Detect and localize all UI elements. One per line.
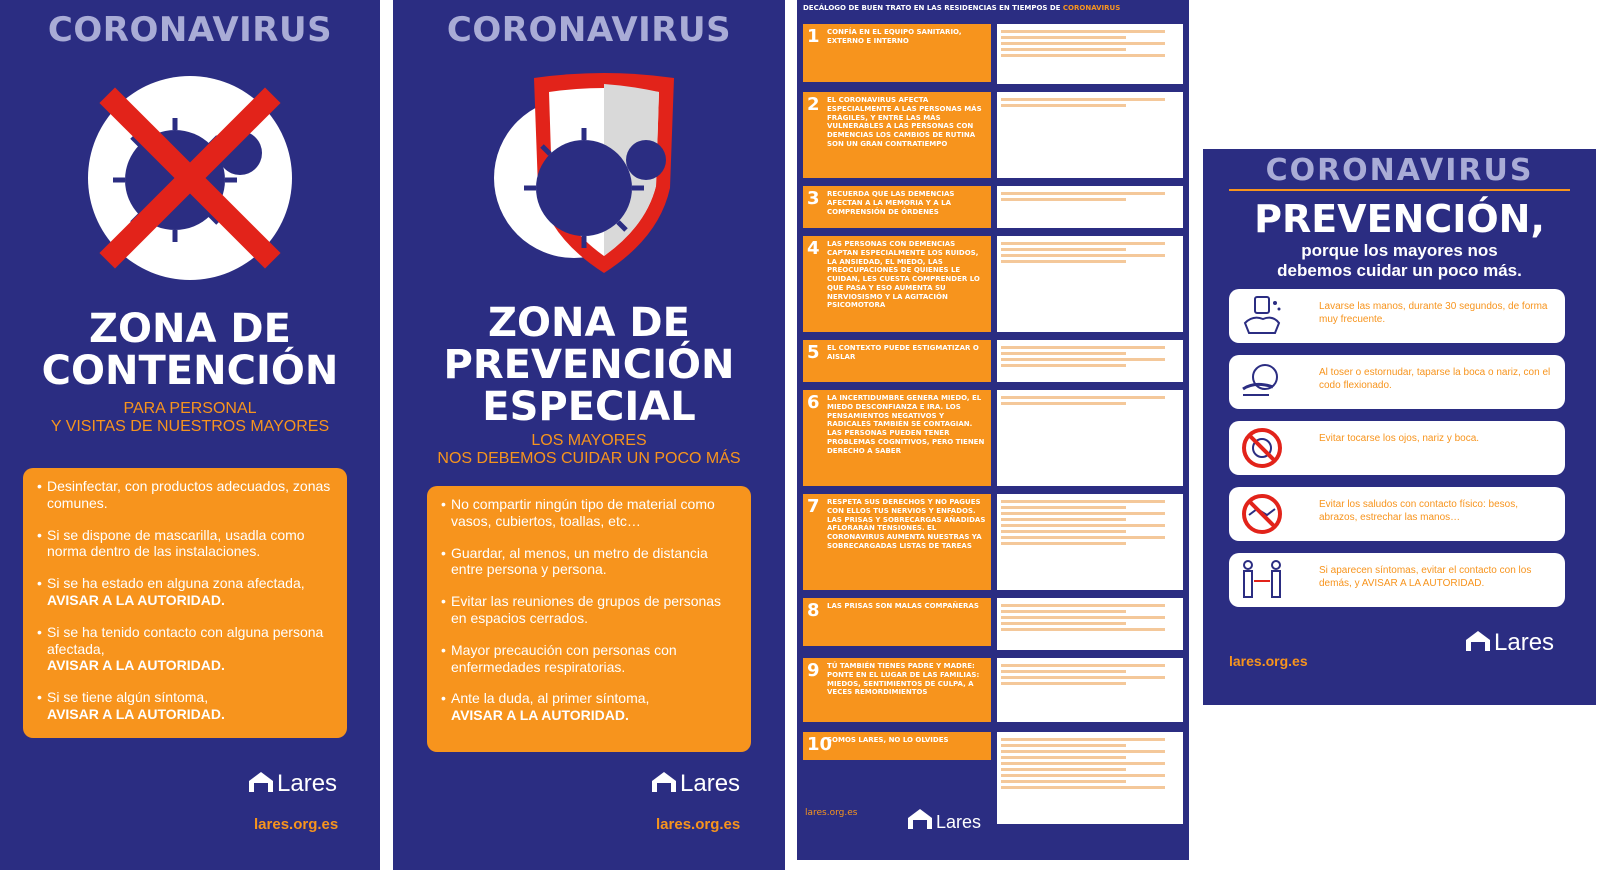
poster-main-title: PREVENCIÓN, bbox=[1254, 197, 1545, 241]
decalogue-detail bbox=[997, 340, 1183, 382]
poster-brand-heading: CORONAVIRUS bbox=[446, 10, 732, 50]
decalogue-row bbox=[803, 390, 1183, 486]
website-link[interactable]: lares.org.es bbox=[656, 816, 741, 833]
decalogue-row bbox=[803, 598, 1183, 650]
lares-logo: Lares bbox=[651, 770, 740, 798]
poster-zona-contencion bbox=[0, 0, 380, 870]
decalogue-row bbox=[803, 92, 1183, 178]
house-icon bbox=[248, 771, 274, 793]
decalogue-rule: 2 EL CORONAVIRUS AFECTA ESPECIALMENTE A LAS PERSONAS MÁS FRÁGILES, Y ENTRE LAS MÁS VULNERABLES A LAS PERSONAS CON DEMENCIAS LOS CAMBIOS DE RUTINA SON UN GRAN CONTRATIEMPO bbox=[803, 92, 991, 178]
lares-logo: Lares bbox=[248, 770, 337, 798]
decalogue-rule: 5 EL CONTEXTO PUEDE ESTIGMATIZAR O AISLAR bbox=[803, 340, 991, 382]
decalogue-row bbox=[803, 340, 1183, 382]
decalogue-row bbox=[803, 658, 1183, 722]
decalogue-row bbox=[803, 186, 1183, 228]
guideline-item: • Si se tiene algún síntoma, AVISAR A LA AUTORIDAD. bbox=[37, 689, 333, 723]
prevention-text: Si aparecen síntomas, evitar el contacto con los demás, y AVISAR A LA AUTORIDAD. bbox=[1319, 565, 1532, 589]
poster-prevencion bbox=[1203, 149, 1596, 705]
guideline-item: • Desinfectar, con productos adecuados, zonas comunes. bbox=[37, 478, 333, 512]
decalogue-detail bbox=[997, 186, 1183, 228]
decalogue-rule: 4 LAS PERSONAS CON DEMENCIAS CAPTAN ESPECIALMENTE LOS RUIDOS, LA ANSIEDAD, EL MIEDO, LAS PREOCUPACIONES DE QUIENES LE CUIDAN, LES CUESTA COMPRENDER LO QUE PASA Y ESO AUMENTA SU NERVIOSISMO Y LA AGITACIÓN PSICOMOTORA bbox=[803, 236, 991, 332]
guideline-item: • Ante la duda, al primer síntoma, AVISAR A LA AUTORIDAD. bbox=[441, 690, 737, 724]
decalogue-detail bbox=[997, 732, 1183, 824]
poster-subtitle bbox=[0, 400, 380, 437]
no-handshake-icon bbox=[1239, 491, 1285, 537]
subtitle-line: LOS MAYORES bbox=[531, 432, 647, 449]
decalogue-detail bbox=[997, 24, 1183, 84]
decalogue-row bbox=[803, 732, 1183, 760]
poster-decalogo bbox=[797, 0, 1189, 860]
no-touch-face-icon bbox=[1239, 425, 1285, 471]
guidelines-box bbox=[23, 468, 347, 738]
poster-brand-heading: CORONAVIRUS bbox=[1265, 153, 1534, 188]
decalogue-rule: 10 SOMOS LARES, NO LO OLVIDES bbox=[803, 732, 991, 760]
website-link[interactable]: lares.org.es bbox=[254, 816, 339, 833]
hand-wash-icon bbox=[1239, 293, 1285, 339]
guideline-item: • Si se ha estado en alguna zona afectada, AVISAR A LA AUTORIDAD. bbox=[37, 575, 333, 609]
decalogue-detail bbox=[997, 92, 1183, 178]
lares-logo: Lares bbox=[1465, 629, 1554, 657]
guidelines-box bbox=[427, 486, 751, 752]
subtitle-line: Y VISITAS DE NUESTROS MAYORES bbox=[50, 418, 330, 436]
shield-virus-icon bbox=[494, 68, 714, 288]
house-icon bbox=[651, 771, 677, 793]
poster-main-title bbox=[393, 302, 785, 428]
poster-brand-heading: CORONAVIRUS bbox=[47, 10, 333, 50]
poster-main-title bbox=[0, 308, 380, 392]
prevention-item bbox=[1229, 421, 1565, 475]
title-line: PREVENCIÓN bbox=[443, 342, 735, 388]
guideline-item: • Evitar las reuniones de grupos de personas en espacios cerrados. bbox=[441, 593, 737, 627]
distance-icon bbox=[1239, 557, 1285, 603]
subtitle-line: debemos cuidar un poco más. bbox=[1277, 261, 1522, 281]
house-icon bbox=[1465, 630, 1491, 652]
decalogue-detail bbox=[997, 390, 1183, 486]
prevention-text: Evitar los saludos con contacto físico: besos, abrazos, estrechar las manos… bbox=[1319, 499, 1518, 523]
poster-subtitle bbox=[1203, 241, 1596, 282]
guideline-item: • Mayor precaución con personas con enfermedades respiratorias. bbox=[441, 642, 737, 676]
decalogue-detail bbox=[997, 494, 1183, 590]
prevention-item bbox=[1229, 355, 1565, 409]
house-icon bbox=[907, 808, 933, 830]
website-link[interactable]: lares.org.es bbox=[1229, 653, 1308, 669]
decalogue-row bbox=[803, 236, 1183, 332]
website-link[interactable]: lares.org.es bbox=[805, 808, 858, 818]
decalogue-detail bbox=[997, 236, 1183, 332]
poster-zona-prevencion bbox=[393, 0, 785, 870]
guideline-item: • Guardar, al menos, un metro de distancia entre persona y persona. bbox=[441, 545, 737, 579]
divider bbox=[1229, 189, 1570, 191]
subtitle-line: PARA PERSONAL bbox=[123, 400, 257, 417]
decalogue-rule: 3 RECUERDA QUE LAS DEMENCIAS AFECTAN A LA MEMORIA Y A LA COMPRENSIÓN DE ÓRDENES bbox=[803, 186, 991, 228]
subtitle-line: porque los mayores nos bbox=[1301, 241, 1498, 260]
prevention-item bbox=[1229, 289, 1565, 343]
decalogue-rule: 9 TÚ TAMBIÉN TIENES PADRE Y MADRE: PONTE EN EL LUGAR DE LAS FAMILIAS: MIEDOS, SENTIMIENTOS DE CULPA, A VECES REMORDIMIENTOS bbox=[803, 658, 991, 722]
decalogue-heading: DECÁLOGO DE BUEN TRATO EN LAS RESIDENCIAS EN TIEMPOS DE CORONAVIRUS bbox=[803, 4, 1121, 12]
crossed-virus-icon bbox=[80, 68, 300, 288]
prevention-text: Lavarse las manos, durante 30 segundos, de forma muy frecuente. bbox=[1319, 301, 1548, 325]
guideline-item: • No compartir ningún tipo de material como vasos, cubiertos, toallas, etc… bbox=[441, 496, 737, 530]
title-line: ESPECIAL bbox=[482, 384, 696, 430]
guideline-item: • Si se ha tenido contacto con alguna persona afectada, AVISAR A LA AUTORIDAD. bbox=[37, 624, 333, 674]
cough-elbow-icon bbox=[1239, 359, 1285, 405]
title-line: ZONA DE bbox=[488, 300, 690, 346]
lares-logo: Lares bbox=[907, 808, 981, 833]
poster-subtitle bbox=[393, 432, 785, 469]
subtitle-line: NOS DEBEMOS CUIDAR UN POCO MÁS bbox=[437, 450, 741, 468]
prevention-text: Evitar tocarse los ojos, nariz y boca. bbox=[1319, 433, 1480, 444]
decalogue-rule: 6 LA INCERTIDUMBRE GENERA MIEDO, EL MIEDO DESCONFIANZA E IRA. LOS PENSAMIENTOS NEGATIVOS Y RADICALES TAMBIÉN SE CONTAGIAN. LAS PERSONAS PUEDEN TENER PROBLEMAS COGNITIVOS, PERO TIENEN DERECHO A SABER bbox=[803, 390, 991, 486]
decalogue-row bbox=[803, 494, 1183, 590]
prevention-item bbox=[1229, 487, 1565, 541]
decalogue-row bbox=[803, 24, 1183, 84]
decalogue-detail bbox=[997, 598, 1183, 650]
decalogue-detail bbox=[997, 658, 1183, 722]
title-line: ZONA DE bbox=[89, 306, 291, 352]
prevention-item bbox=[1229, 553, 1565, 607]
title-line: CONTENCIÓN bbox=[41, 348, 339, 394]
prevention-text: Al toser o estornudar, taparse la boca o nariz, con el codo flexionado. bbox=[1319, 367, 1551, 391]
decalogue-rule: 8 LAS PRISAS SON MALAS COMPAÑERAS bbox=[803, 598, 991, 646]
decalogue-rule: 1 CONFÍA EN EL EQUIPO SANITARIO, EXTERNO E INTERNO bbox=[803, 24, 991, 82]
guideline-item: • Si se dispone de mascarilla, usadla como norma dentro de las instalaciones. bbox=[37, 527, 333, 561]
decalogue-rule: 7 RESPETA SUS DERECHOS Y NO PAGUES CON ELLOS TUS NERVIOS Y ENFADOS. LAS PRISAS Y SOBRECARGAS AÑADIDAS AFLORARÁN TENSIONES. EL CORONAVIRUS AUMENTA NUESTRAS YA SOBRECARGADAS LISTAS DE TAREAS bbox=[803, 494, 991, 590]
